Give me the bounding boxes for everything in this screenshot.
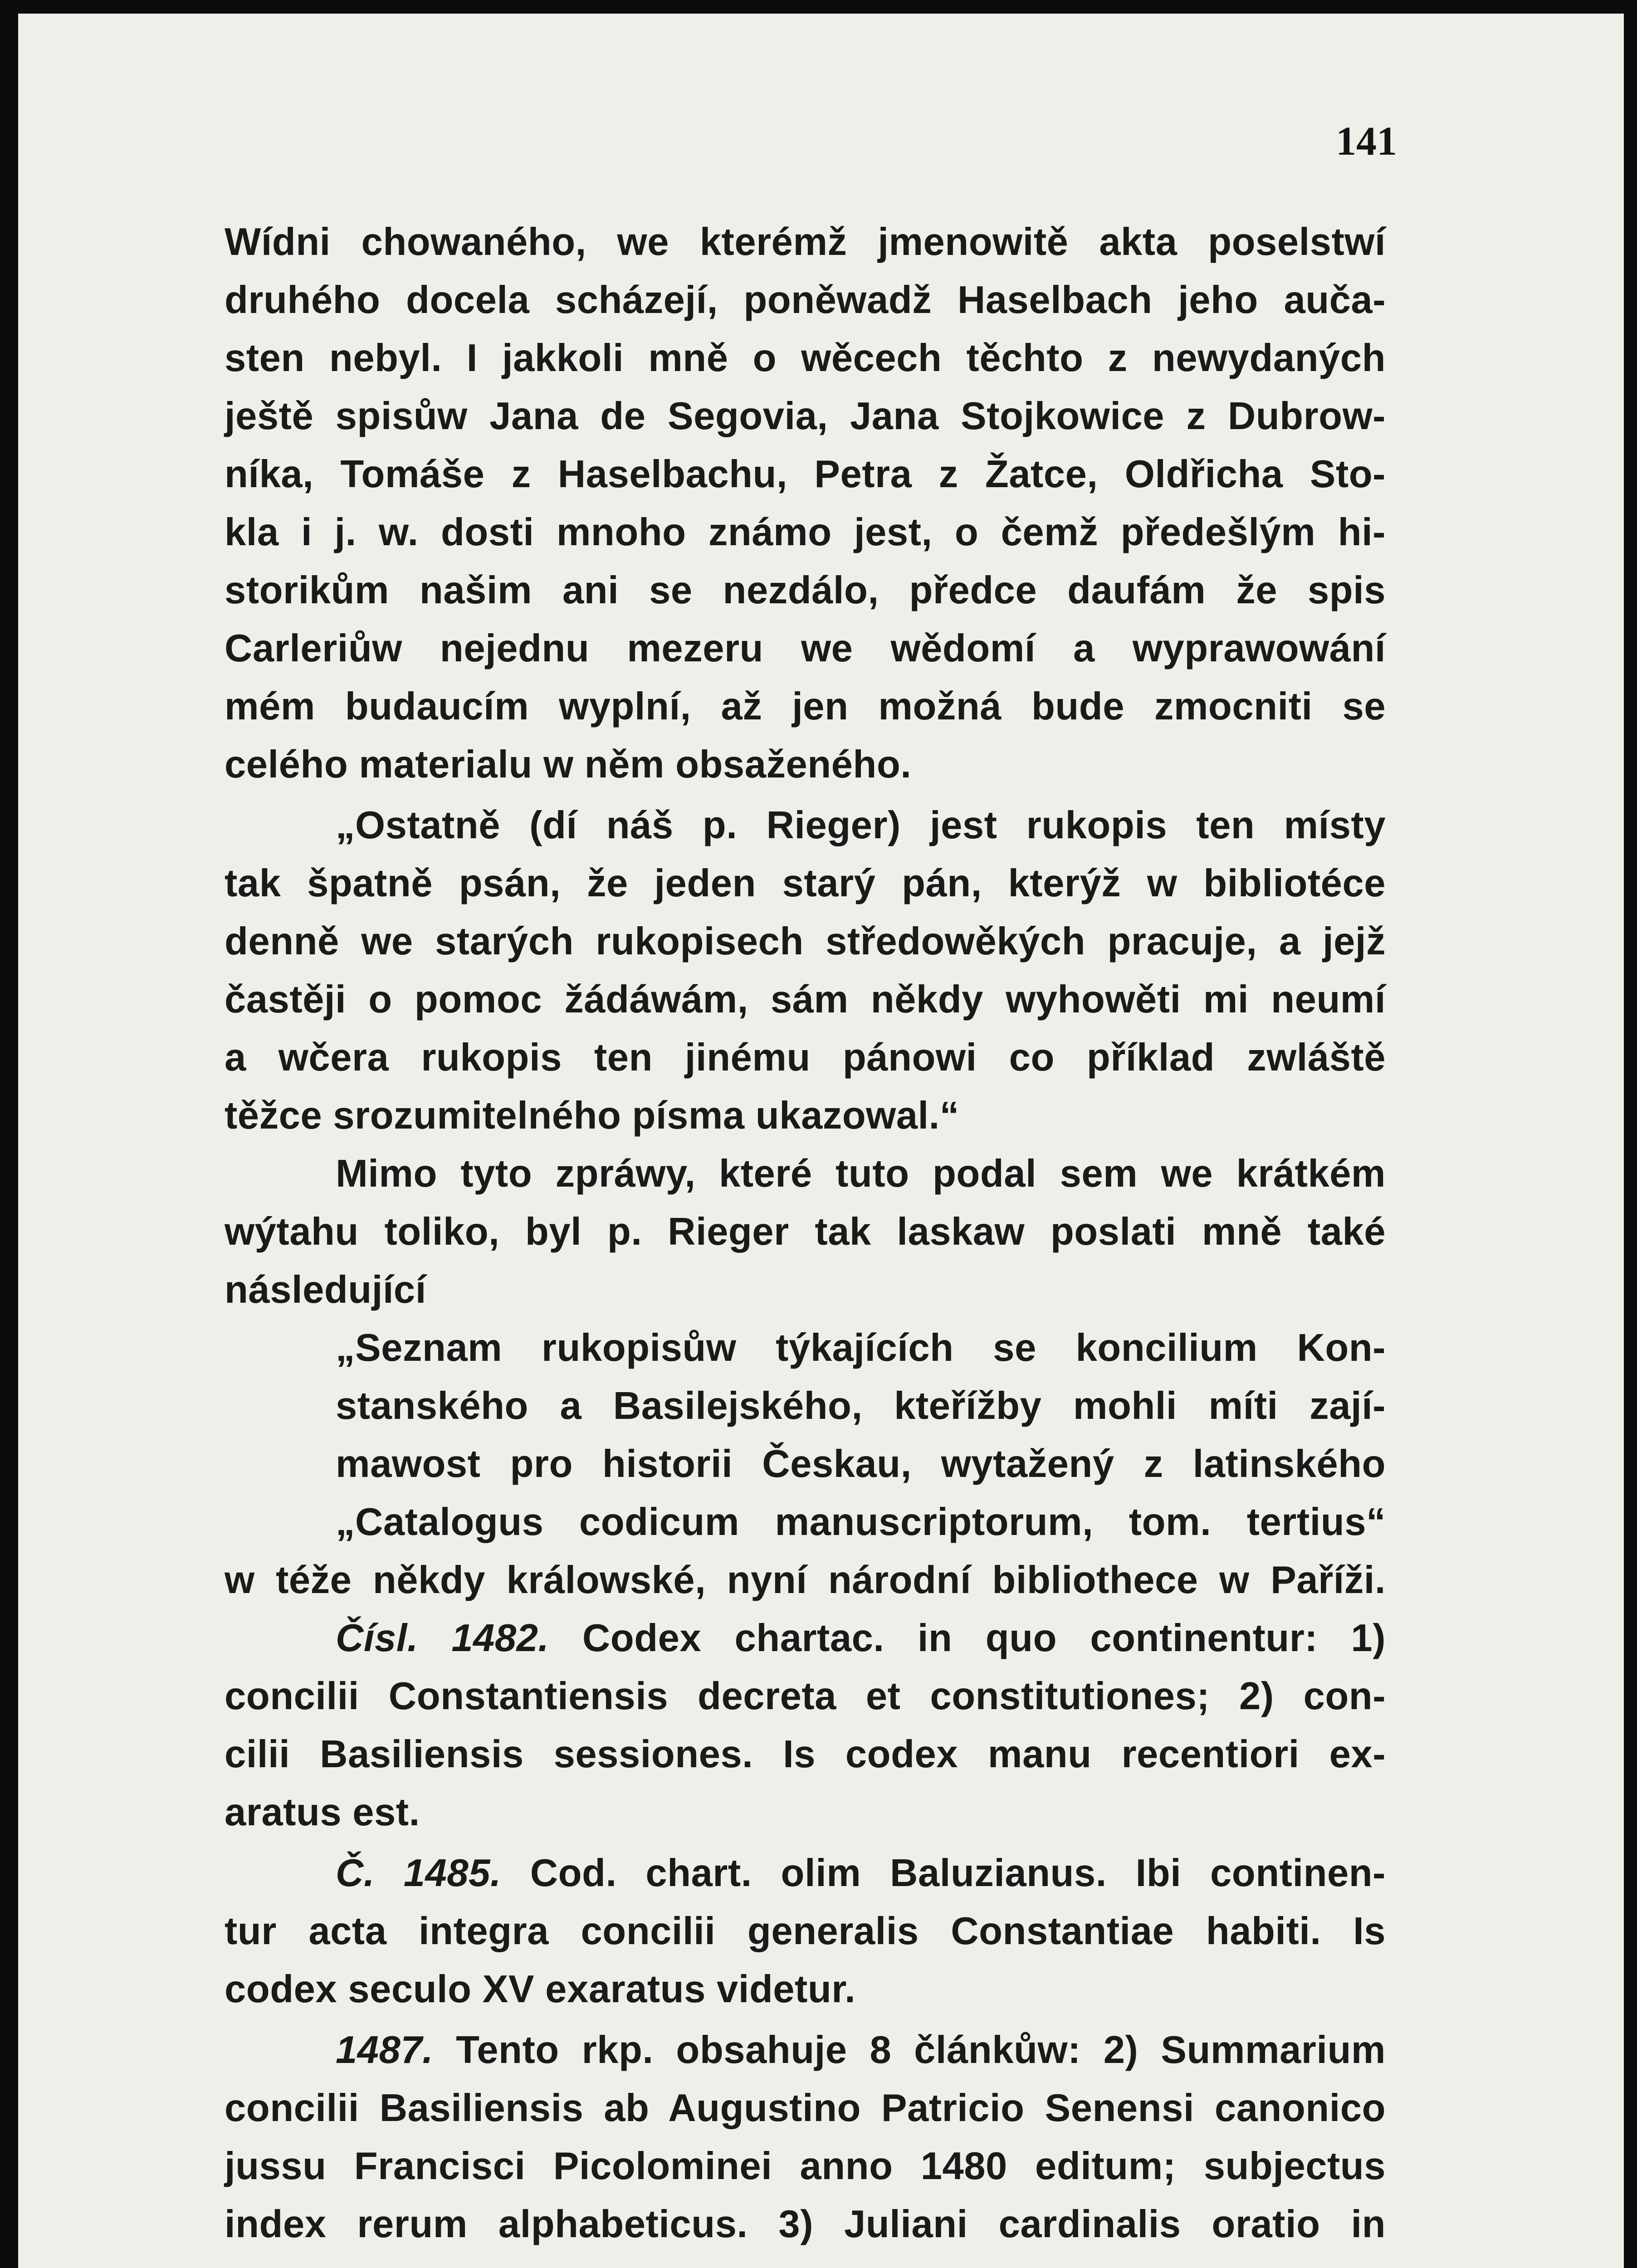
catalog-entry-line: 1487. Tento rkp. obsahuje 8 článkůw: 2) Summarium xyxy=(336,2028,1386,2072)
catalog-number: Č. 1485. xyxy=(336,1852,501,1895)
book-page xyxy=(18,14,1624,2268)
catalog-number: 1487. xyxy=(336,2028,434,2072)
text-line: kla i j. w. dosti mnoho známo jest, o čemž předešlým hi- xyxy=(225,511,1386,554)
text-line: cilii Basiliensis sessiones. Is codex manu recentiori ex- xyxy=(225,1733,1386,1776)
text-line: následující xyxy=(225,1268,426,1311)
text-line: tur acta integra concilii generalis Constantiae habiti. Is xyxy=(225,1910,1386,1953)
text-line: storikům našim ani se nezdálo, předce daufám že spis xyxy=(225,569,1386,612)
catalog-number: Čísl. 1482. xyxy=(336,1617,549,1660)
text-line: a wčera rukopis ten jinému pánowi co příklad zwláště xyxy=(225,1036,1386,1079)
page-number: 141 xyxy=(1336,119,1397,164)
text-line: mém budaucím wyplní, až jen možná bude zmocniti se xyxy=(225,685,1386,728)
text-line: concilii Constantiensis decreta et constitutiones; 2) con- xyxy=(225,1675,1386,1718)
text-line: druhého docela scházejí, poněwadž Haselbach jeho auča- xyxy=(225,279,1386,322)
text-line: ještě spisůw Jana de Segovia, Jana Stojkowice z Dubrow- xyxy=(225,395,1386,438)
text-line: aratus est. xyxy=(225,1791,420,1834)
catalog-entry-line: Čísl. 1482. Codex chartac. in quo continentur: 1) xyxy=(336,1617,1386,1660)
text-line: „Ostatně (dí náš p. Rieger) jest rukopis ten místy xyxy=(336,804,1386,847)
text-line: wýtahu toliko, byl p. Rieger tak laskaw poslati mně také xyxy=(225,1210,1386,1253)
text-line: jussu Francisci Picolominei anno 1480 editum; subjectus xyxy=(225,2145,1386,2188)
text-line: „Catalogus codicum manuscriptorum, tom. tertius“ xyxy=(336,1501,1386,1544)
catalog-entry-line: Č. 1485. Cod. chart. olim Baluzianus. Ibi continen- xyxy=(336,1852,1386,1895)
text-line: častěji o pomoc žádáwám, sám někdy wyhowěti mi neumí xyxy=(225,978,1386,1021)
text-line: celého materialu w něm obsaženého. xyxy=(225,743,912,786)
text-line: concilii Basiliensis ab Augustino Patricio Senensi canonico xyxy=(225,2087,1386,2130)
text-line: níka, Tomáše z Haselbachu, Petra z Žatce, Oldřicha Sto- xyxy=(225,453,1386,496)
text-line: stanského a Basilejského, kteřížby mohli míti zají- xyxy=(336,1384,1386,1427)
text-line: „Seznam rukopisůw týkajících se koncilium Kon- xyxy=(336,1326,1386,1369)
text-line: Mimo tyto zpráwy, které tuto podal sem we krátkém xyxy=(336,1152,1386,1195)
text-line: codex seculo XV exaratus videtur. xyxy=(225,1968,856,2011)
text-line: Carleriůw nejednu mezeru we wědomí a wyprawowání xyxy=(225,627,1386,670)
text-line: tak špatně psán, že jeden starý pán, kterýž w bibliotéce xyxy=(225,862,1386,905)
text-line: sten nebyl. I jakkoli mně o wěcech těchto z newydaných xyxy=(225,337,1386,380)
body-text xyxy=(225,213,1386,2253)
text-line: w téže někdy králowské, nyní národní bibliothece w Paříži. xyxy=(225,1559,1386,1602)
text-line: Wídni chowaného, we kterémž jmenowitě akta poselstwí xyxy=(225,220,1386,264)
text-line: denně we starých rukopisech středowěkých pracuje, a jejž xyxy=(225,920,1386,963)
text-line: mawost pro historii Českau, wytažený z latinského xyxy=(336,1442,1386,1486)
text-line: index rerum alphabeticus. 3) Juliani cardinalis oratio in xyxy=(225,2203,1386,2246)
text-line: těžce srozumitelného písma ukazowal.“ xyxy=(225,1094,959,1137)
